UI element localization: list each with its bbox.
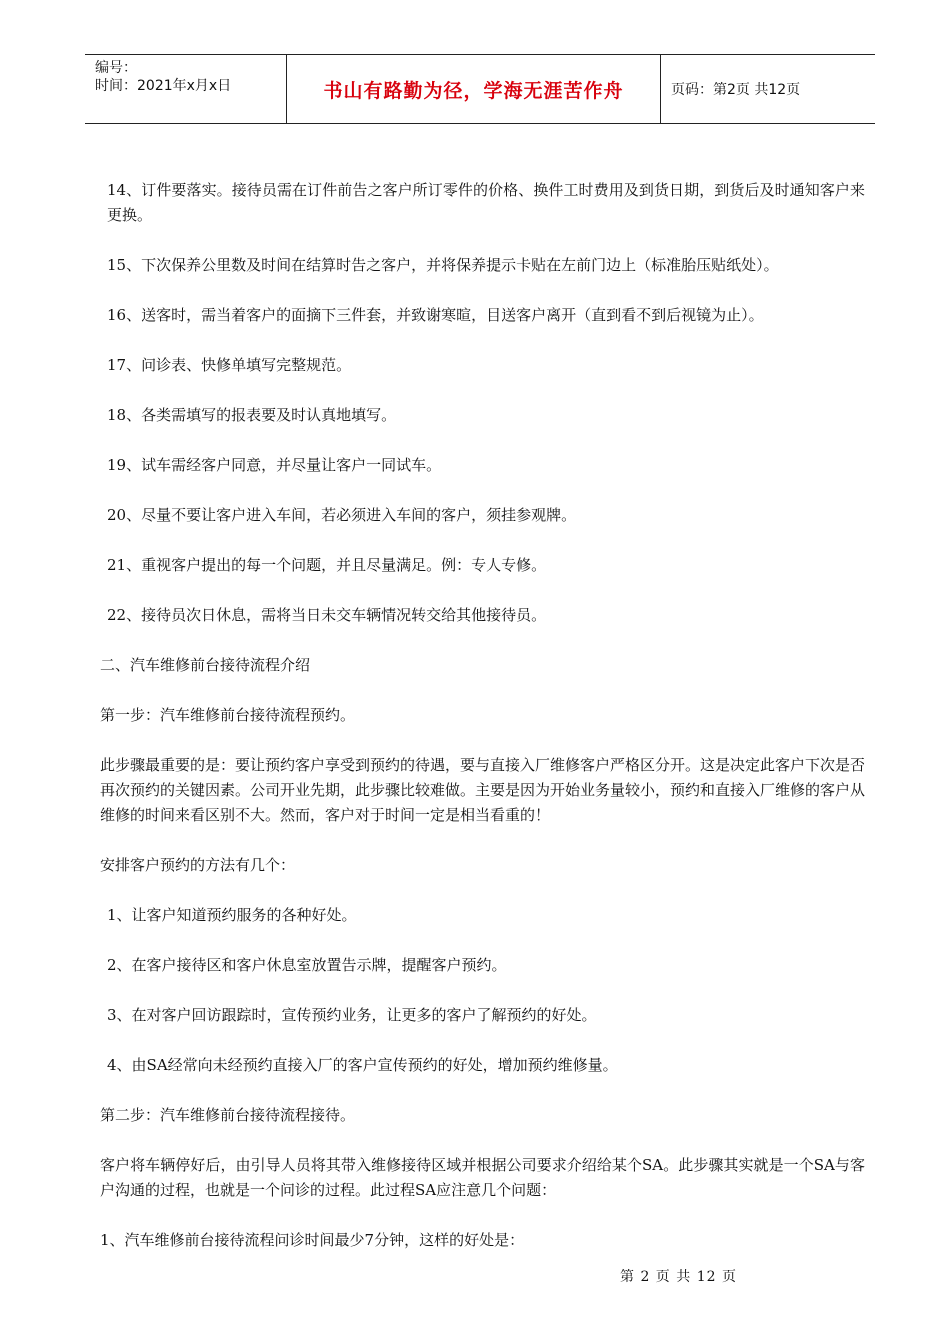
paragraph: 4、由SA经常向未经预约直接入厂的客户宣传预约的好处，增加预约维修量。 bbox=[107, 1056, 618, 1074]
document-body bbox=[100, 178, 865, 1278]
paragraph: 20、尽量不要让客户进入车间，若必须进入车间的客户，须挂参观牌。 bbox=[107, 506, 577, 524]
time-label: 时间：2021年x月x日 bbox=[95, 78, 232, 94]
paragraph: 22、接待员次日休息，需将当日未交车辆情况转交给其他接待员。 bbox=[107, 606, 547, 624]
header-motto bbox=[287, 55, 661, 123]
page-label: 页码：第2页 共12页 bbox=[671, 82, 801, 98]
paragraph: 二、汽车维修前台接待流程介绍 bbox=[100, 656, 311, 674]
paragraph: 21、重视客户提出的每一个问题，并且尽量满足。例：专人专修。 bbox=[107, 556, 547, 574]
paragraph: 第一步：汽车维修前台接待流程预约。 bbox=[100, 706, 356, 724]
paragraph: 3、在对客户回访跟踪时，宣传预约业务，让更多的客户了解预约的好处。 bbox=[107, 1006, 597, 1024]
paragraph: 2、在客户接待区和客户休息室放置告示牌，提醒客户预约。 bbox=[107, 956, 507, 974]
paragraph: 16、送客时，需当着客户的面摘下三件套，并致谢寒暄，目送客户离开（直到看不到后视镜为止）。 bbox=[107, 306, 764, 324]
number-label: 编号： bbox=[95, 60, 137, 76]
paragraph: 14、订件要落实。接待员需在订件前告之客户所订零件的价格、换件工时费用及到货日期，到货后及时通知客户来更换。 bbox=[107, 181, 865, 224]
paragraph: 此步骤最重要的是：要让预约客户享受到预约的待遇，要与直接入厂维修客户严格区分开。这是决定此客户下次是否再次预约的关键因素。公司开业先期，此步骤比较难做。主要是因为开始业务量较小，预约和直接入厂维修的客户从维修的时间来看区别不大。然而，客户对于时间一定是相当看重的！ bbox=[100, 756, 866, 824]
page-footer: 第 2 页 共 12 页 bbox=[620, 1269, 737, 1285]
header-meta bbox=[85, 55, 287, 123]
paragraph: 安排客户预约的方法有几个： bbox=[100, 856, 296, 874]
paragraph: 18、各类需填写的报表要及时认真地填写。 bbox=[107, 406, 397, 424]
paragraph: 客户将车辆停好后，由引导人员将其带入维修接待区域并根据公司要求介绍给某个SA。此步骤其实就是一个SA与客户沟通的过程，也就是一个问诊的过程。此过程SA应注意几个问题： bbox=[100, 1156, 865, 1199]
paragraph: 第二步：汽车维修前台接待流程接待。 bbox=[100, 1106, 356, 1124]
paragraph: 17、问诊表、快修单填写完整规范。 bbox=[107, 356, 352, 374]
paragraph: 15、下次保养公里数及时间在结算时告之客户，并将保养提示卡贴在左前门边上（标准胎压贴纸处）。 bbox=[107, 256, 779, 274]
paragraph: 1、让客户知道预约服务的各种好处。 bbox=[107, 906, 357, 924]
paragraph: 1、汽车维修前台接待流程问诊时间最少7分钟，这样的好处是： bbox=[100, 1231, 525, 1249]
paragraph: 19、试车需经客户同意，并尽量让客户一同试车。 bbox=[107, 456, 442, 474]
header-page bbox=[661, 55, 875, 123]
document-header bbox=[85, 54, 875, 124]
motto-text: 书山有路勤为径，学海无涯苦作舟 bbox=[323, 79, 624, 102]
